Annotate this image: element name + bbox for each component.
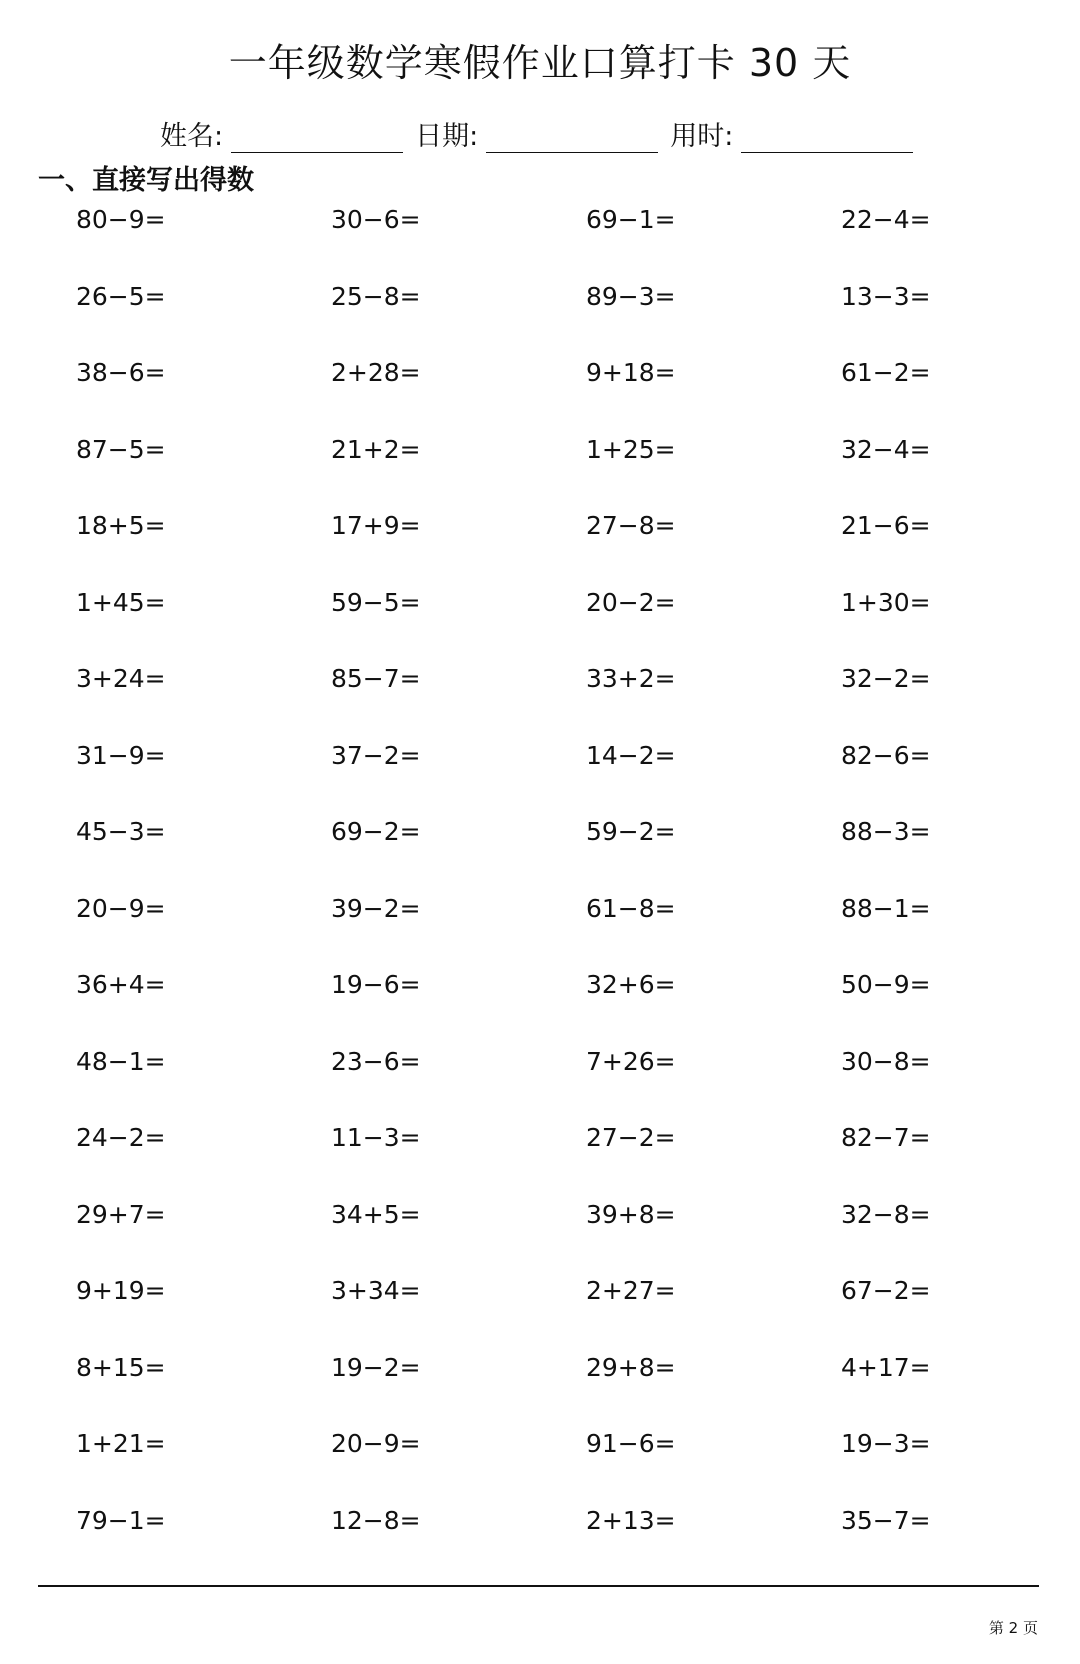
math-problem: 85−7= — [331, 664, 421, 693]
math-problem: 59−5= — [331, 587, 421, 617]
math-problem: 29+8= — [586, 1352, 676, 1382]
date-blank-line[interactable] — [486, 122, 658, 153]
footer-divider — [38, 1585, 1039, 1587]
math-problem: 30−6= — [331, 205, 421, 234]
math-problem: 14−2= — [586, 740, 676, 770]
math-problem: 1+30= — [841, 587, 931, 617]
name-field[interactable] — [160, 114, 403, 153]
name-label: 姓名: — [160, 121, 224, 152]
math-problem: 1+21= — [76, 1429, 166, 1458]
date-field[interactable] — [415, 114, 658, 153]
math-problem: 2+28= — [331, 358, 421, 387]
math-problem: 17+9= — [331, 511, 421, 540]
math-problem: 69−1= — [586, 205, 676, 234]
math-problem: 12−8= — [331, 1505, 421, 1535]
section-title: 一、直接写出得数 — [38, 165, 254, 196]
math-problem: 21−6= — [841, 511, 931, 540]
math-problem: 26−5= — [76, 281, 166, 311]
math-problem: 80−9= — [76, 205, 166, 234]
math-problem: 27−2= — [586, 1123, 676, 1152]
page-title: 一年级数学寒假作业口算打卡 30 天 — [228, 41, 852, 85]
math-problem: 20−9= — [331, 1429, 421, 1458]
math-problem: 34+5= — [331, 1199, 421, 1229]
math-problem: 31−9= — [76, 740, 166, 770]
math-problem: 69−2= — [331, 817, 421, 846]
math-problem: 20−9= — [76, 893, 166, 923]
math-problem: 2+13= — [586, 1505, 676, 1535]
math-problem: 37−2= — [331, 740, 421, 770]
math-problem: 82−7= — [841, 1123, 931, 1152]
math-problem: 36+4= — [76, 970, 166, 999]
math-problem: 9+18= — [586, 358, 676, 387]
math-problem: 27−8= — [586, 511, 676, 540]
math-problem: 18+5= — [76, 511, 166, 540]
math-problem: 48−1= — [76, 1046, 166, 1076]
math-problem: 21+2= — [331, 434, 421, 464]
math-problem: 3+24= — [76, 664, 166, 693]
math-problem: 88−3= — [841, 817, 931, 846]
math-problem: 32−2= — [841, 664, 931, 693]
math-problem: 2+27= — [586, 1276, 676, 1305]
time-field[interactable] — [670, 114, 913, 153]
math-problem: 39+8= — [586, 1199, 676, 1229]
math-problem: 19−6= — [331, 970, 421, 999]
math-problem: 87−5= — [76, 434, 166, 464]
math-problem: 25−8= — [331, 281, 421, 311]
math-problem: 19−2= — [331, 1352, 421, 1382]
math-problem: 88−1= — [841, 893, 931, 923]
math-problem: 1+25= — [586, 434, 676, 464]
math-problem: 22−4= — [841, 205, 931, 234]
math-problem: 20−2= — [586, 587, 676, 617]
math-problem: 79−1= — [76, 1505, 166, 1535]
time-blank-line[interactable] — [741, 122, 913, 153]
math-problem: 9+19= — [76, 1276, 166, 1305]
math-problem: 50−9= — [841, 970, 931, 999]
math-problem: 32−4= — [841, 434, 931, 464]
math-problem: 45−3= — [76, 817, 166, 846]
math-problem: 59−2= — [586, 817, 676, 846]
math-problem: 1+45= — [76, 587, 166, 617]
math-problem: 13−3= — [841, 281, 931, 311]
math-problem: 30−8= — [841, 1046, 931, 1076]
math-problem: 24−2= — [76, 1123, 166, 1152]
math-problem: 23−6= — [331, 1046, 421, 1076]
math-problem: 61−8= — [586, 893, 676, 923]
math-problem: 35−7= — [841, 1505, 931, 1535]
math-problem: 3+34= — [331, 1276, 421, 1305]
page-number: 第 2 页 — [988, 1619, 1038, 1637]
math-problem: 38−6= — [76, 358, 166, 387]
math-problem: 32+6= — [586, 970, 676, 999]
math-problem: 8+15= — [76, 1352, 166, 1382]
time-label: 用时: — [670, 121, 734, 152]
math-problem: 33+2= — [586, 664, 676, 693]
math-problem: 91−6= — [586, 1429, 676, 1458]
math-problem: 61−2= — [841, 358, 931, 387]
student-info-row — [160, 114, 940, 153]
math-problem: 19−3= — [841, 1429, 931, 1458]
math-problem: 4+17= — [841, 1352, 931, 1382]
math-problem: 39−2= — [331, 893, 421, 923]
math-problem: 7+26= — [586, 1046, 676, 1076]
date-label: 日期: — [415, 121, 479, 152]
name-blank-line[interactable] — [231, 122, 403, 153]
math-problem: 29+7= — [76, 1199, 166, 1229]
math-problem: 89−3= — [586, 281, 676, 311]
problem-grid — [76, 200, 1080, 1577]
math-problem: 32−8= — [841, 1199, 931, 1229]
math-problem: 11−3= — [331, 1123, 421, 1152]
math-problem: 82−6= — [841, 740, 931, 770]
math-problem: 67−2= — [841, 1276, 931, 1305]
